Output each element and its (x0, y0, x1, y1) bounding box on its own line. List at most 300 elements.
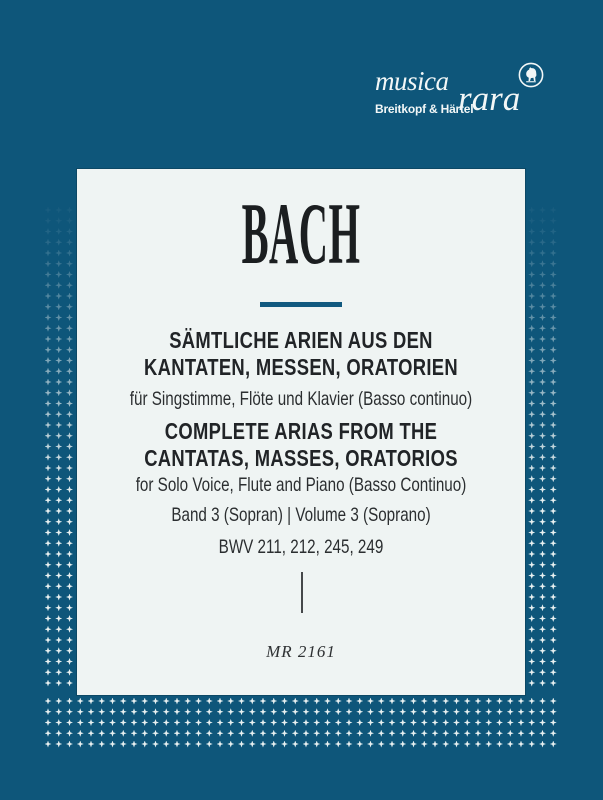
diamond-dot (432, 730, 439, 737)
diamond-dot (335, 719, 342, 726)
diamond-dot (550, 475, 557, 482)
diamond-dot (45, 454, 52, 461)
diamond-dot (45, 475, 52, 482)
diamond-dot (88, 730, 95, 737)
diamond-dot (55, 669, 62, 676)
diamond-dot (98, 708, 105, 715)
diamond-dot (281, 719, 288, 726)
diamond-dot (507, 698, 514, 705)
diamond-dot (496, 698, 503, 705)
diamond-dot (66, 443, 73, 450)
diamond-dot (324, 730, 331, 737)
diamond-dot (346, 708, 353, 715)
diamond-dot (475, 741, 482, 748)
diamond-dot (55, 228, 62, 235)
diamond-dot (432, 698, 439, 705)
diamond-dot (217, 708, 224, 715)
diamond-dot (528, 529, 535, 536)
diamond-dot (66, 572, 73, 579)
diamond-dot (550, 583, 557, 590)
diamond-dot (528, 572, 535, 579)
diamond-dot (174, 719, 181, 726)
diamond-dot (464, 730, 471, 737)
subtitle-german: für Singstimme, Flöte und Klavier (Basso continuo) (129, 388, 473, 410)
diamond-dot (528, 293, 535, 300)
diamond-dot (496, 719, 503, 726)
diamond-dot (539, 336, 546, 343)
diamond-dot (485, 730, 492, 737)
diamond-dot (88, 698, 95, 705)
diamond-dot (66, 379, 73, 386)
diamond-dot (539, 551, 546, 558)
diamond-dot (141, 730, 148, 737)
diamond-dot (528, 271, 535, 278)
diamond-dot (550, 465, 557, 472)
diamond-dot (45, 207, 52, 214)
diamond-dot (313, 719, 320, 726)
diamond-dot (45, 615, 52, 622)
diamond-dot (550, 336, 557, 343)
diamond-dot (55, 615, 62, 622)
diamond-dot (77, 708, 84, 715)
diamond-dot (550, 594, 557, 601)
diamond-dot (539, 604, 546, 611)
diamond-dot (528, 239, 535, 246)
diamond-dot (335, 698, 342, 705)
diamond-dot (453, 708, 460, 715)
diamond-dot (88, 741, 95, 748)
diamond-dot (184, 730, 191, 737)
diamond-dot (464, 719, 471, 726)
diamond-dot (528, 346, 535, 353)
diamond-dot (163, 730, 170, 737)
diamond-dot (550, 508, 557, 515)
diamond-dot (249, 741, 256, 748)
diamond-dot (109, 708, 116, 715)
diamond-dot (55, 303, 62, 310)
diamond-dot (77, 730, 84, 737)
diamond-dot (55, 658, 62, 665)
diamond-dot (421, 708, 428, 715)
diamond-dot (109, 730, 116, 737)
diamond-dot (55, 400, 62, 407)
diamond-dot (378, 719, 385, 726)
diamond-dot (206, 708, 213, 715)
diamond-dot (45, 486, 52, 493)
diamond-dot (195, 698, 202, 705)
diamond-dot (66, 708, 73, 715)
diamond-dot (378, 698, 385, 705)
diamond-dot (550, 551, 557, 558)
diamond-dot (55, 529, 62, 536)
diamond-dot (206, 741, 213, 748)
diamond-dot (45, 583, 52, 590)
diamond-dot (528, 400, 535, 407)
diamond-dot (528, 708, 535, 715)
diamond-dot (303, 708, 310, 715)
diamond-dot (539, 357, 546, 364)
diamond-dot (528, 508, 535, 515)
diamond-dot (131, 708, 138, 715)
diamond-dot (346, 741, 353, 748)
diamond-dot (389, 719, 396, 726)
diamond-dot (399, 719, 406, 726)
diamond-dot (249, 698, 256, 705)
diamond-dot (453, 730, 460, 737)
diamond-dot (238, 730, 245, 737)
diamond-dot (55, 207, 62, 214)
diamond-dot (55, 508, 62, 515)
diamond-dot (539, 250, 546, 257)
diamond-dot (528, 680, 535, 687)
diamond-dot (550, 411, 557, 418)
diamond-dot (346, 698, 353, 705)
diamond-dot (389, 730, 396, 737)
diamond-dot (432, 719, 439, 726)
diamond-dot (442, 719, 449, 726)
diamond-dot (528, 379, 535, 386)
diamond-dot (66, 228, 73, 235)
diamond-dot (518, 708, 525, 715)
diamond-dot (550, 669, 557, 676)
diamond-dot (475, 730, 482, 737)
diamond-dot (550, 432, 557, 439)
diamond-dot (539, 486, 546, 493)
diamond-dot (98, 698, 105, 705)
diamond-dot (442, 741, 449, 748)
diamond-dot (421, 741, 428, 748)
diamond-dot (45, 379, 52, 386)
diamond-dot (55, 325, 62, 332)
diamond-dot (550, 604, 557, 611)
composer-name: BACH (241, 186, 361, 283)
diamond-dot (324, 719, 331, 726)
diamond-dot (507, 730, 514, 737)
diamond-dot (66, 411, 73, 418)
diamond-dot (475, 698, 482, 705)
diamond-dot (550, 561, 557, 568)
diamond-dot (66, 680, 73, 687)
diamond-dot (227, 741, 234, 748)
diamond-dot (195, 730, 202, 737)
diamond-dot (55, 647, 62, 654)
diamond-dot (227, 730, 234, 737)
diamond-dot (528, 475, 535, 482)
diamond-dot (399, 730, 406, 737)
diamond-dot (249, 730, 256, 737)
diamond-dot (539, 432, 546, 439)
diamond-dot (55, 314, 62, 321)
diamond-dot (260, 708, 267, 715)
diamond-dot (539, 228, 546, 235)
diamond-dot (260, 698, 267, 705)
diamond-dot (324, 708, 331, 715)
diamond-dot (66, 594, 73, 601)
diamond-dot (66, 250, 73, 257)
diamond-dot (281, 708, 288, 715)
diamond-dot (550, 379, 557, 386)
diamond-dot (55, 551, 62, 558)
diamond-dot (238, 719, 245, 726)
diamond-dot (152, 719, 159, 726)
diamond-dot (120, 730, 127, 737)
diamond-dot (141, 708, 148, 715)
diamond-dot (45, 551, 52, 558)
diamond-dot (77, 698, 84, 705)
diamond-dot (66, 325, 73, 332)
diamond-dot (550, 357, 557, 364)
diamond-dot (227, 698, 234, 705)
diamond-dot (367, 719, 374, 726)
diamond-dot (55, 698, 62, 705)
diamond-dot (399, 698, 406, 705)
diamond-dot (217, 730, 224, 737)
diamond-dot (45, 368, 52, 375)
vertical-divider (301, 572, 303, 613)
diamond-dot (152, 698, 159, 705)
diamond-dot (550, 422, 557, 429)
diamond-dot (485, 719, 492, 726)
diamond-dot (66, 271, 73, 278)
diamond-dot (281, 730, 288, 737)
diamond-dot (356, 708, 363, 715)
diamond-dot (539, 282, 546, 289)
diamond-dot (453, 719, 460, 726)
diamond-dot (539, 400, 546, 407)
diamond-dot (66, 551, 73, 558)
diamond-dot (55, 497, 62, 504)
diamond-dot (346, 719, 353, 726)
diamond-dot (528, 540, 535, 547)
diamond-dot (528, 260, 535, 267)
diamond-dot (66, 719, 73, 726)
diamond-dot (410, 719, 417, 726)
diamond-dot (367, 730, 374, 737)
diamond-dot (45, 336, 52, 343)
diamond-dot (539, 303, 546, 310)
diamond-dot (410, 708, 417, 715)
diamond-dot (550, 637, 557, 644)
diamond-dot (539, 719, 546, 726)
diamond-dot (539, 271, 546, 278)
diamond-dot (518, 719, 525, 726)
diamond-dot (550, 486, 557, 493)
diamond-dot (528, 443, 535, 450)
diamond-dot (270, 719, 277, 726)
diamond-dot (260, 719, 267, 726)
diamond-dot (313, 698, 320, 705)
diamond-dot (528, 422, 535, 429)
diamond-dot (152, 730, 159, 737)
diamond-dot (249, 719, 256, 726)
diamond-dot (528, 465, 535, 472)
title-english-line2: CANTATAS, MASSES, ORATORIOS (144, 445, 458, 471)
diamond-dot (45, 314, 52, 321)
diamond-dot (66, 336, 73, 343)
diamond-dot (539, 741, 546, 748)
diamond-dot (174, 741, 181, 748)
diamond-dot (55, 250, 62, 257)
diamond-dot (163, 708, 170, 715)
diamond-dot (45, 730, 52, 737)
diamond-dot (539, 422, 546, 429)
diamond-dot (45, 282, 52, 289)
diamond-dot (66, 389, 73, 396)
diamond-dot (528, 669, 535, 676)
diamond-dot (550, 368, 557, 375)
diamond-dot (453, 698, 460, 705)
diamond-dot (539, 389, 546, 396)
diamond-dot (356, 719, 363, 726)
diamond-dot (528, 497, 535, 504)
diamond-dot (539, 730, 546, 737)
diamond-dot (109, 719, 116, 726)
diamond-dot (270, 698, 277, 705)
diamond-dot (45, 518, 52, 525)
diamond-dot (227, 719, 234, 726)
diamond-dot (356, 698, 363, 705)
diamond-dot (45, 529, 52, 536)
diamond-dot (367, 698, 374, 705)
diamond-dot (66, 207, 73, 214)
title-english-line1: COMPLETE ARIAS FROM THE (164, 418, 438, 444)
diamond-dot (66, 604, 73, 611)
diamond-dot (464, 698, 471, 705)
diamond-dot (45, 508, 52, 515)
diamond-dot (550, 207, 557, 214)
diamond-dot (335, 741, 342, 748)
diamond-dot (66, 293, 73, 300)
diamond-dot (98, 741, 105, 748)
diamond-dot (550, 325, 557, 332)
diamond-dot (55, 368, 62, 375)
diamond-dot (303, 698, 310, 705)
diamond-dot (313, 730, 320, 737)
diamond-dot (260, 730, 267, 737)
diamond-dot (66, 615, 73, 622)
diamond-dot (163, 698, 170, 705)
diamond-dot (539, 647, 546, 654)
diamond-dot (66, 626, 73, 633)
diamond-dot (55, 594, 62, 601)
diamond-dot (281, 741, 288, 748)
diamond-dot (55, 540, 62, 547)
diamond-dot (66, 637, 73, 644)
diamond-dot (55, 604, 62, 611)
diamond-dot (485, 698, 492, 705)
diamond-dot (45, 443, 52, 450)
diamond-dot (528, 551, 535, 558)
diamond-dot (131, 698, 138, 705)
diamond-dot (550, 389, 557, 396)
diamond-dot (367, 708, 374, 715)
diamond-dot (55, 572, 62, 579)
diamond-dot (184, 708, 191, 715)
diamond-dot (550, 250, 557, 257)
bwv-numbers: BWV 211, 212, 245, 249 (218, 536, 384, 558)
diamond-dot (66, 669, 73, 676)
diamond-dot (195, 741, 202, 748)
diamond-dot (539, 626, 546, 633)
diamond-dot (313, 708, 320, 715)
diamond-dot (45, 708, 52, 715)
diamond-dot (109, 698, 116, 705)
diamond-dot (45, 217, 52, 224)
diamond-dot (464, 708, 471, 715)
diamond-dot (539, 594, 546, 601)
diamond-dot (163, 741, 170, 748)
diamond-dot (389, 741, 396, 748)
diamond-dot (399, 741, 406, 748)
diamond-dot (550, 658, 557, 665)
diamond-dot (45, 497, 52, 504)
diamond-dot (539, 518, 546, 525)
diamond-dot (539, 368, 546, 375)
diamond-dot (528, 615, 535, 622)
diamond-dot (539, 260, 546, 267)
title-german-line1: SÄMTLICHE ARIEN AUS DEN (169, 327, 433, 353)
diamond-dot (475, 719, 482, 726)
diamond-dot (109, 741, 116, 748)
diamond-dot (550, 680, 557, 687)
diamond-dot (496, 708, 503, 715)
diamond-dot (120, 741, 127, 748)
diamond-dot (45, 719, 52, 726)
diamond-dot (528, 368, 535, 375)
diamond-dot (45, 658, 52, 665)
diamond-dot (539, 454, 546, 461)
diamond-dot (550, 282, 557, 289)
diamond-dot (346, 730, 353, 737)
diamond-dot (528, 604, 535, 611)
diamond-dot (206, 719, 213, 726)
diamond-dot (174, 730, 181, 737)
diamond-dot (539, 708, 546, 715)
diamond-dot (45, 357, 52, 364)
diamond-dot (550, 217, 557, 224)
diamond-dot (55, 730, 62, 737)
diamond-dot (313, 741, 320, 748)
diamond-dot (539, 411, 546, 418)
title-card (77, 169, 525, 695)
diamond-dot (539, 658, 546, 665)
diamond-dot (55, 475, 62, 482)
diamond-dot (45, 572, 52, 579)
diamond-dot (55, 239, 62, 246)
diamond-dot (335, 708, 342, 715)
diamond-dot (55, 680, 62, 687)
diamond-dot (55, 217, 62, 224)
diamond-dot (442, 698, 449, 705)
diamond-dot (55, 626, 62, 633)
diamond-dot (66, 422, 73, 429)
diamond-dot (45, 626, 52, 633)
diamond-dot (550, 708, 557, 715)
diamond-dot (66, 540, 73, 547)
diamond-dot (292, 730, 299, 737)
diamond-dot (174, 708, 181, 715)
diamond-dot (77, 741, 84, 748)
diamond-dot (55, 637, 62, 644)
diamond-dot (55, 454, 62, 461)
diamond-dot (550, 615, 557, 622)
diamond-dot (45, 293, 52, 300)
diamond-dot (528, 325, 535, 332)
diamond-dot (55, 379, 62, 386)
diamond-dot (55, 719, 62, 726)
diamond-dot (389, 698, 396, 705)
diamond-dot (356, 730, 363, 737)
